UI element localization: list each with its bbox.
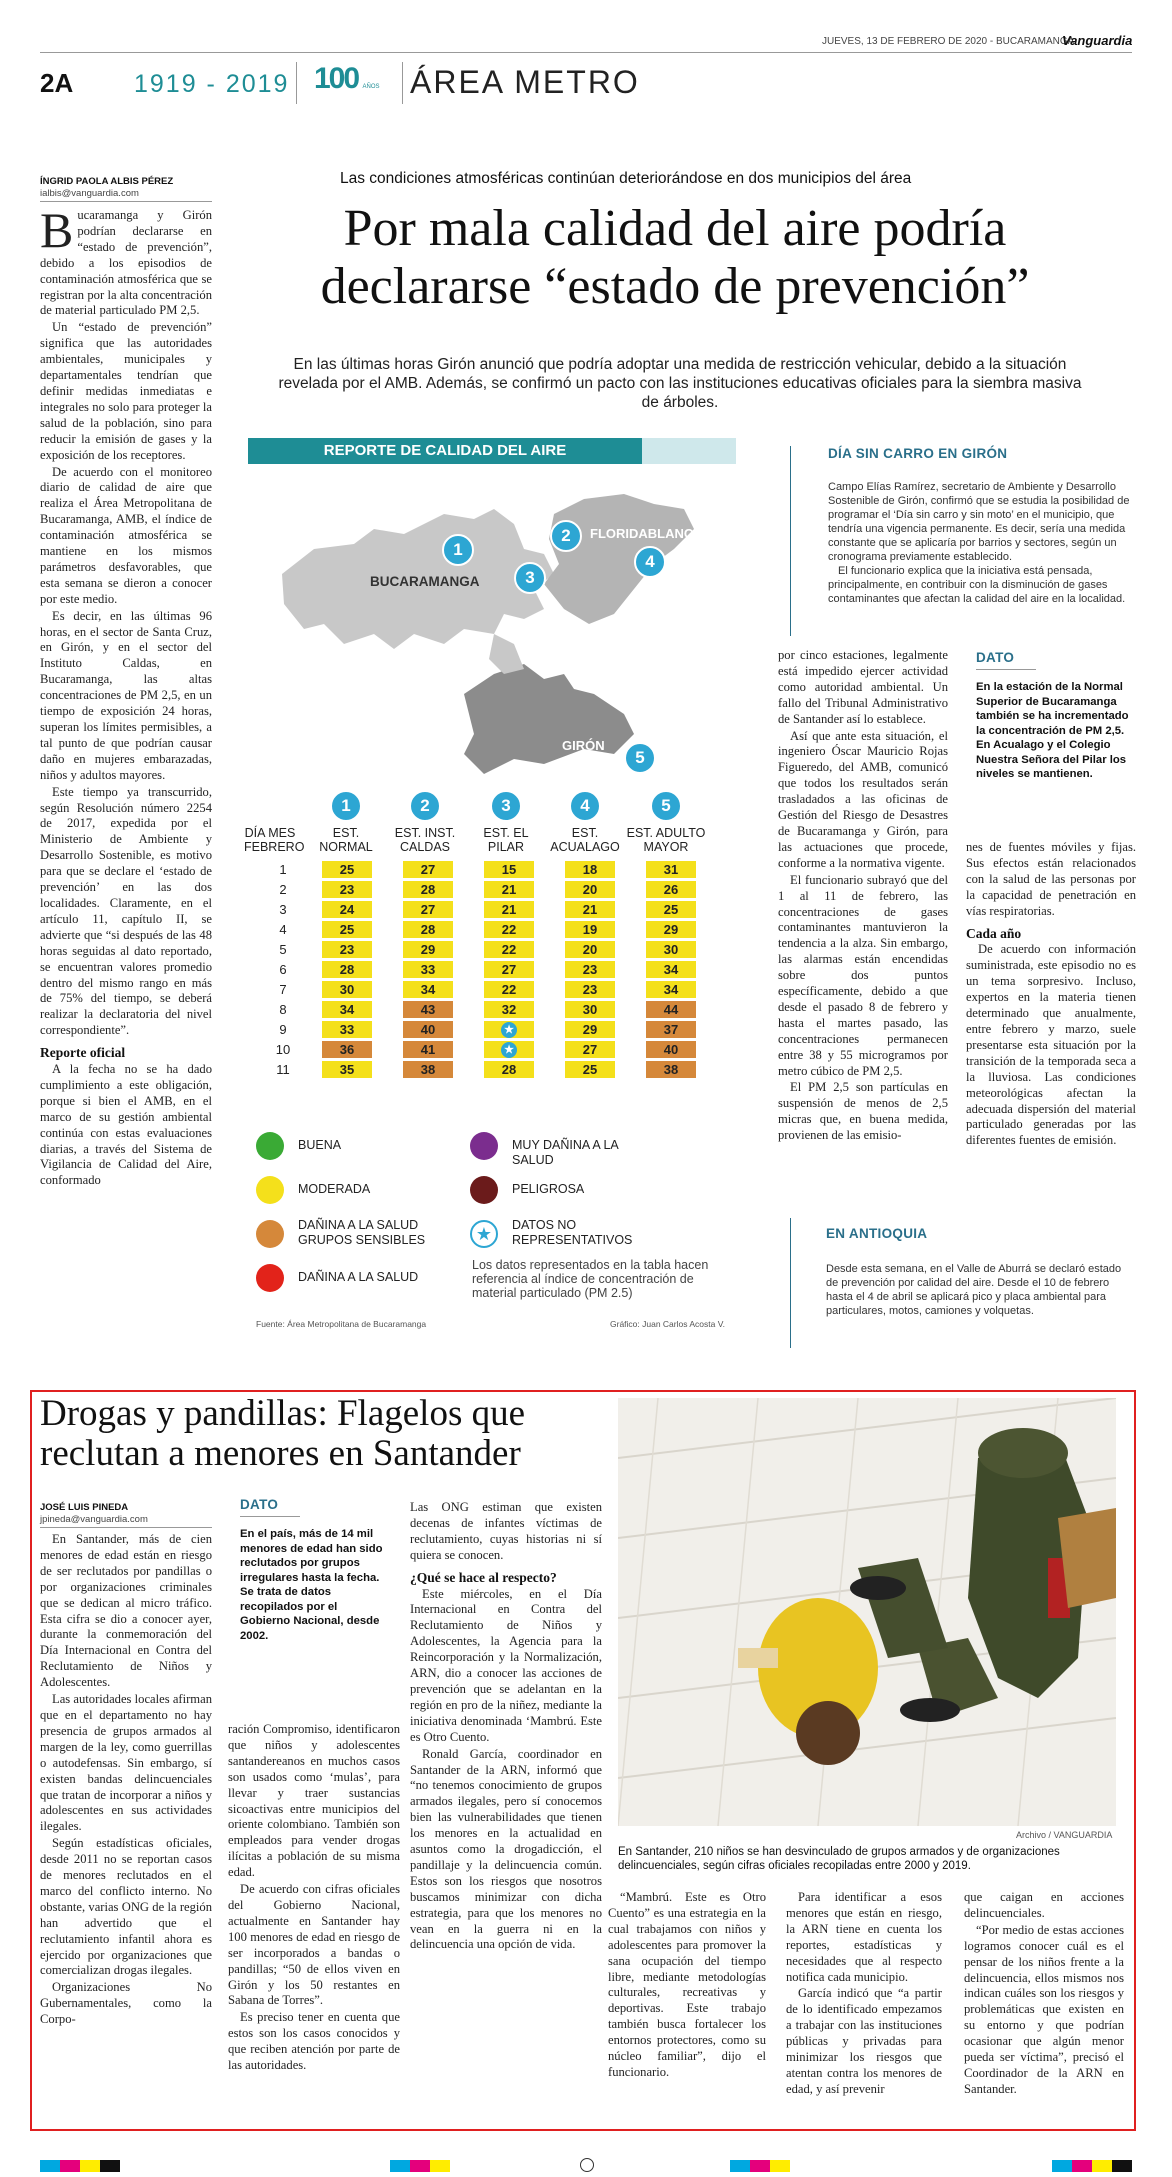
table-row [244, 981, 696, 998]
paragraph: nes de fuentes móviles y fijas. Sus efectos están relacionados con la salud de las personas por la capacidad de penetración en vías respiratorias. [966, 840, 1136, 918]
table-row [244, 1041, 696, 1058]
article-deck: En las últimas horas Girón anunció que podría adoptar una medida de restricción vehicular, debido a la situación revelada por el AMB. Además, se confirmó un pacto con las instituciones educativas oficiales para la siembra masiva de árboles. [278, 356, 1082, 411]
column-station-2: 2 [409, 790, 441, 822]
table-row [244, 941, 696, 958]
value-cell: 35 [322, 1061, 372, 1078]
column-label: EST. ACUALAGO [550, 826, 620, 854]
sidebar-bracket [790, 446, 801, 636]
color-swatch [730, 2160, 750, 2172]
gap-cell [615, 861, 646, 878]
map-station-3: 3 [514, 562, 546, 594]
star-icon: ★ [501, 1042, 517, 1058]
value-cell: 29 [403, 941, 453, 958]
legend-swatch [470, 1176, 498, 1204]
paragraph: “Mambrú. Este es Otro Cuento” es una estrategia en la cual trabajamos con niños y adolescentes para promover la sana ocupación del tiempo libre, mediante metodologías culturales, recreativas y deportivas. Este trabajo también busca fortalecer los entornos protectores, como su núcleo familiar”, dijo el funcionario. [608, 1890, 766, 2079]
paragraph: Ronald García, coordinador en Santander de la ARN, informó que “no tenemos conocimiento de grupos armados ilegales, pero sí conocemos bien las vulnerabilidades que tienen los menores en la actualidad en asuntos como la drogadicción, el pandillaje y la delincuencia común. Estos son los riesgos que nosotros buscamos minimizar con dicha estrategia, para que los menores no vean en la guerra ni en la delincuencia una opción de vida. [410, 1746, 602, 1952]
day-cell: 4 [279, 922, 287, 937]
table-row [244, 1021, 696, 1038]
author-name-2: JOSÉ LUIS PINEDA [40, 1502, 129, 1513]
value-cell: 33 [403, 961, 453, 978]
value-cell: 27 [484, 961, 534, 978]
dato-text: En el país, más de 14 mil menores de edad han sido reclutados por grupos irregulares hasta la fecha. Se trata de datos recopilados por el Gobierno Nacional, desde 2002. [240, 1528, 383, 1642]
value-cell: 23 [322, 881, 372, 898]
paragraph: por cinco estaciones, legalmente está impedido ejercer actividad como autoridad ambiental. Un fallo del Tribunal Administrativo de Santander así lo establece. [778, 648, 948, 726]
day-cell: 6 [279, 962, 287, 977]
gap-cell [453, 1001, 484, 1018]
gap-cell [534, 881, 565, 898]
gap-cell [372, 981, 403, 998]
value-cell: 38 [403, 1061, 453, 1078]
gap-cell [534, 981, 565, 998]
gap-cell [534, 861, 565, 878]
gap-cell [534, 901, 565, 918]
gap-cell [453, 1041, 484, 1058]
paragraph: Este miércoles, en el Día Internacional en Contra del Reclutamiento de Niños y Adolescentes, la Agencia para la Reincorporación y la Normalización, ARN, dio a conocer las acciones de prevención que se adelantan en la región en pro de la niñez, mediante la iniciativa denominada ‘Mambrú. Este es Otro Cuento. [410, 1586, 602, 1744]
map-label-giron: GIRÓN [562, 738, 605, 753]
value-cell: 28 [403, 881, 453, 898]
air-quality-graphic [244, 434, 736, 1334]
gap-cell [453, 881, 484, 898]
value-cell: 33 [322, 1021, 372, 1038]
day-cell: 8 [279, 1002, 287, 1017]
graphic-credit: Gráfico: Juan Carlos Acosta V. [610, 1319, 725, 1329]
dato-box-2 [240, 1497, 390, 1643]
map-station-1: 1 [442, 534, 474, 566]
article2-column-4 [608, 1890, 766, 2082]
table-row [244, 961, 696, 978]
value-cell: 26 [646, 881, 696, 898]
paragraph: Según estadísticas oficiales, desde 2011 no se reportan casos de menores reclutados en el marco del conflicto interno. No obstante, varias ONG de la región han advertido que el reclutamiento infantil ahora es ejercido por organizaciones que comercializan drogas ilegales. [40, 1836, 212, 1978]
gap-cell [372, 941, 403, 958]
paragraph: Organizaciones No Gubernamentales, como la Corpo- [40, 1980, 212, 2027]
value-cell: 21 [484, 901, 534, 918]
print-color-bar [40, 2160, 1132, 2172]
connector-area [489, 634, 524, 674]
legend-label: BUENA [298, 1138, 342, 1152]
subheading: Cada año [966, 925, 1022, 941]
color-swatch [1112, 2160, 1132, 2172]
legend-label: DAÑINA A LA SALUD [298, 1270, 419, 1284]
table-row [244, 1061, 696, 1078]
value-cell: 37 [646, 1021, 696, 1038]
value-cell: 18 [565, 861, 615, 878]
color-swatch [770, 2160, 790, 2172]
value-cell: 15 [484, 861, 534, 878]
gap-cell [372, 961, 403, 978]
value-cell: 27 [403, 901, 453, 918]
author-email-2: jpineda@vanguardia.com [40, 1514, 148, 1525]
value-cell: 23 [565, 981, 615, 998]
article2-column-5 [786, 1890, 942, 2099]
table-row [244, 881, 696, 898]
value-cell: 25 [322, 861, 372, 878]
paragraph: Es preciso tener en cuenta que estos son los casos conocidos y que reciben atención por parte de las autoridades. [228, 2010, 400, 2073]
value-cell: 23 [322, 941, 372, 958]
paragraph: que caigan en acciones delincuenciales. [964, 1890, 1124, 1920]
author-rule-2 [40, 1527, 212, 1528]
paragraph: ración Compromiso, identificaron que niños y adolescentes santandereanos en muchos casos son usados como ‘mulas’, para llevar y traer sustancias sicoactivas entre municipios del oriente colombiano. También son empleados para vender drogas ilícitas a población de su misma edad. [228, 1722, 400, 1880]
no-data-cell [484, 1021, 534, 1038]
day-cell: 3 [279, 902, 287, 917]
column-station-1: 1 [330, 790, 362, 822]
subheading: ¿Qué se hace al respecto? [410, 1569, 557, 1585]
header-divider [296, 62, 297, 104]
gap-cell [534, 1041, 565, 1058]
paragraph: De acuerdo con cifras oficiales del Gobierno Nacional, actualmente en Santander hay 100 menores de edad en riesgo de ser incorporados a bandas o pandillas; “50 de ellos viven en Girón y los 50 restantes en Sabana de Torres”. [228, 1882, 400, 2008]
value-cell: 41 [403, 1041, 453, 1058]
value-cell: 22 [484, 981, 534, 998]
dato-box-1 [976, 650, 1136, 782]
page-number: 2A [40, 68, 74, 98]
legend-swatch [256, 1176, 284, 1204]
paragraph: “Por medio de estas acciones logramos conocer cuál es el pensar de los niños frente a la delincuencia, ellos mismos nos indican cuáles son los riesgos y problemáticas que existen en su entorno y que podrían ocasionar que algún menor pueda ser víctima”, precisó el Coordinador de la ARN en Santander. [964, 1922, 1124, 2096]
color-swatch [60, 2160, 80, 2172]
gap-cell [615, 981, 646, 998]
column-station-4: 4 [569, 790, 601, 822]
gap-cell [534, 1001, 565, 1018]
value-cell: 21 [484, 881, 534, 898]
gap-cell [453, 921, 484, 938]
value-cell: 29 [646, 921, 696, 938]
dato-title: DATO [976, 650, 1036, 670]
legend-swatch [256, 1264, 284, 1292]
anniversary-logo [314, 62, 390, 102]
star-icon: ★ [470, 1220, 498, 1248]
paragraph: De acuerdo con información suministrada, este episodio no es un tema sorpresivo. Incluso, expertos en la materia tienen determinado que anualmente, entre febrero y marzo, suele presentarse esta situación por la transición de la temporada seca a la lluviosa. Las condiciones meteorológicas afectan la adecuada dispersión del material particulado generadas por las diferentes fuentes de emisión. [966, 942, 1136, 1148]
sidebar-text-dia-sin-carro [828, 480, 1134, 606]
gap-cell [453, 941, 484, 958]
article-headline [230, 200, 1120, 316]
photo-credit: Archivo / VANGUARDIA [1016, 1830, 1113, 1840]
gap-cell [372, 1041, 403, 1058]
gap-cell [534, 1061, 565, 1078]
color-swatch [390, 2160, 410, 2172]
map-station-5: 5 [624, 742, 656, 774]
article2-column-6 [964, 1890, 1124, 2099]
gap-cell [615, 961, 646, 978]
map-station-2: 2 [550, 520, 582, 552]
headline-line-1: Drogas y pandillas: Flagelos que [40, 1393, 526, 1434]
legend-swatch [256, 1132, 284, 1160]
header-rule [40, 52, 1132, 53]
article-kicker: Las condiciones atmosféricas continúan deteriorándose en dos municipios del área [340, 170, 912, 187]
gap-cell [615, 901, 646, 918]
sidebar-title-dia-sin-carro: DÍA SIN CARRO EN GIRÓN [828, 446, 1008, 461]
gap-cell [534, 941, 565, 958]
value-cell: 23 [565, 961, 615, 978]
day-cell: 9 [279, 1022, 287, 1037]
column-station-3: 3 [490, 790, 522, 822]
paragraph: De acuerdo con el monitoreo diario de calidad de aire que realiza el Área Metropolitana de Bucaramanga, AMB, el índice de contaminación atmosférica se mantiene en los mismos parámetros desfavorables, que esta semana se dieron a conocer por este medio. [40, 464, 212, 606]
article-photo [618, 1398, 1116, 1826]
day-cell: 11 [276, 1062, 290, 1077]
sidebar-paragraph: El funcionario explica que la iniciativa está pensada, principalmente, en contribuir con la disminución de gases contaminantes que afectan la calidad del aire en la localidad. [828, 565, 1126, 605]
value-cell: 29 [565, 1021, 615, 1038]
air-quality-table [244, 858, 696, 1081]
value-cell: 30 [565, 1001, 615, 1018]
value-cell: 22 [484, 941, 534, 958]
article2-column-2 [228, 1722, 400, 2075]
value-cell: 43 [403, 1001, 453, 1018]
value-cell: 25 [646, 901, 696, 918]
value-cell: 27 [403, 861, 453, 878]
value-cell: 30 [322, 981, 372, 998]
paragraph: Las autoridades locales afirman que en el departamento no hay presencia de grupos armados al margen de la ley, como guerrillas o autodefensas. Sin embargo, sí existen bandas delincuenciales que tratan de incorporar a niños y adolescentes en sus actividades ilegales. [40, 1692, 212, 1834]
author-email: ialbis@vanguardia.com [40, 188, 139, 199]
day-cell: 10 [275, 1042, 291, 1057]
gap-cell [615, 1021, 646, 1038]
value-cell: 40 [403, 1021, 453, 1038]
gap-cell [372, 1021, 403, 1038]
value-cell: 28 [484, 1061, 534, 1078]
author-name: ÍNGRID PAOLA ALBIS PÉREZ [40, 176, 174, 187]
years-label: 1919 - 2019 [134, 70, 290, 98]
article2-column-3 [410, 1500, 602, 1954]
value-cell: 25 [565, 1061, 615, 1078]
paragraph: A la fecha no se ha dado cumplimiento a este obligación, porque si bien el AMB, en el marco de su gestión ambiental continúa con estas evaluaciones diarias, a través del Sistema de Vigilancia de Calidad del Aire, conformado [40, 1062, 212, 1188]
day-cell: 7 [279, 982, 287, 997]
value-cell: 27 [565, 1041, 615, 1058]
column-label: EST. ADULTO MAYOR [626, 826, 706, 854]
value-cell: 30 [646, 941, 696, 958]
day-cell: 1 [279, 862, 287, 877]
article1-column-1 [40, 202, 212, 1190]
gap-cell [615, 1001, 646, 1018]
graphic-source: Fuente: Área Metropolitana de Bucaramanga [256, 1319, 427, 1329]
anniversary-number: 100 [314, 62, 359, 95]
gap-cell [372, 921, 403, 938]
column-label: EST. NORMAL [319, 826, 373, 854]
value-cell: 28 [322, 961, 372, 978]
graphic-title: REPORTE DE CALIDAD DEL AIRE [323, 442, 567, 459]
gap-cell [453, 981, 484, 998]
day-cell: 2 [279, 882, 287, 897]
gap-cell [372, 881, 403, 898]
value-cell: 38 [646, 1061, 696, 1078]
article2-headline [40, 1394, 620, 1474]
section-title: ÁREA METRO [410, 64, 640, 100]
headline-line-1: Por mala calidad del aire podría [343, 200, 1007, 257]
value-cell: 31 [646, 861, 696, 878]
column-label: EST. EL PILAR [483, 826, 529, 854]
color-swatch [410, 2160, 430, 2172]
headline-line-2: declararse “estado de prevención” [320, 258, 1030, 315]
map-station-4: 4 [634, 546, 666, 578]
legend-label: MUY DAÑINA A LA SALUD [512, 1138, 619, 1167]
legend-label: PELIGROSA [512, 1182, 585, 1196]
color-swatch [100, 2160, 120, 2172]
value-cell: 34 [646, 961, 696, 978]
value-cell: 22 [484, 921, 534, 938]
gap-cell [534, 961, 565, 978]
color-swatch [750, 2160, 770, 2172]
paragraph: En Santander, más de cien menores de edad están en riesgo de ser reclutados por pandillas o por organizaciones criminales que se dedican al micro tráfico. Esta cifra se dio a conocer ayer, durante la conmemoración del Día Internacional en Contra del Reclutamiento de Niños y Adolescentes. [40, 1532, 212, 1690]
sidebar-title-antioquia: EN ANTIOQUIA [826, 1226, 928, 1241]
gap-cell [615, 1041, 646, 1058]
article1-column-3 [966, 840, 1136, 1150]
sidebar-paragraph: Campo Elías Ramírez, secretario de Ambiente y Desarrollo Sostenible de Girón, confirmó que se estudia la posibilidad de programar el ‘Día sin carro y sin moto’ en el municipio, que tendría una vigencia permanente. Es decir, sería una medida constante que se aplicaría por barrios y sectores, según un cronograma previamente establecido. [828, 481, 1130, 563]
value-cell: 34 [646, 981, 696, 998]
value-cell: 19 [565, 921, 615, 938]
graphic-title-accent [642, 438, 736, 464]
value-cell: 21 [565, 901, 615, 918]
drop-cap: B [40, 202, 74, 258]
color-swatch [1092, 2160, 1112, 2172]
photo-caption: En Santander, 210 niños se han desvinculado de grupos armados y de organizaciones delincuenciales, según cifras oficiales recopiladas entre 2000 y 2019. [618, 1846, 1060, 1872]
value-cell: 34 [322, 1001, 372, 1018]
paragraph: Este tiempo ya transcurrido, según Resolución número 2254 de 2017, expedida por el Ministerio de Ambiente y Desarrollo Sostenible, es motivo para que se declare el ‘estado de prevención’ en las dos localidades. Claramente, en el artículo 11, capítulo II, se advierte que “si después de las 48 horas seguidas al dato reportado, se encuentran valores promedio dentro del mismo rango en más de 75% del tiempo, se deberá realizar la declaratoria del nivel correspondiente”. [40, 784, 212, 1038]
paragraph: El PM 2,5 son partículas en suspensión de menos de 2,5 micras que, en buena medida, provienen de las emisio- [778, 1080, 948, 1143]
color-swatch [1052, 2160, 1072, 2172]
color-swatch [430, 2160, 450, 2172]
registration-mark-icon [580, 2158, 594, 2172]
value-cell: 20 [565, 881, 615, 898]
paragraph: Así que ante esta situación, el ingeniero Óscar Mauricio Rojas Figueredo, del AMB, comunicó que todos los resultados serán trasladados a las oficinas de Gestión del Riesgo de Desastres de Bucaramanga y Girón, para las actuaciones que procede, conforme a la normativa vigente. [778, 728, 948, 870]
article1-column-2 [778, 648, 948, 1145]
dateline: JUEVES, 13 DE FEBRERO DE 2020 - BUCARAMANGA [822, 36, 1075, 47]
subheading: Reporte oficial [40, 1045, 126, 1061]
table-row [244, 901, 696, 918]
paragraph: Es decir, en las últimas 96 horas, en el sector de Santa Cruz, en Girón, y en el sector del Instituto Caldas, en Bucaramanga, las altas concentraciones de PM 2,5, en un tiempo de exposición 24 horas, superan los límites permisibles, a tal punto de que podrían causar daño en mujeres embarazadas, niños y adultos mayores. [40, 608, 212, 782]
table-row [244, 1001, 696, 1018]
color-swatch [1072, 2160, 1092, 2172]
sidebar-bracket-2 [790, 1218, 801, 1348]
anniversary-sub: AÑOS [362, 84, 380, 90]
gap-cell [534, 1021, 565, 1038]
photo-illustration [618, 1398, 1116, 1826]
article2-column-1 [40, 1532, 212, 2029]
gap-cell [372, 1001, 403, 1018]
gap-cell [615, 941, 646, 958]
legend-label: DAÑINA A LA SALUD GRUPOS SENSIBLES [298, 1218, 426, 1247]
gap-cell [615, 881, 646, 898]
value-cell: 40 [646, 1041, 696, 1058]
gap-cell [534, 921, 565, 938]
day-cell: 5 [279, 942, 287, 957]
paragraph: El funcionario subrayó que del 1 al 11 de febrero, las concentraciones de gases contaminantes mantuvieron la tendencia a la alza. Sin embargo, las alarmas están encendidas sobre dos puntos específicamente, debido a que desde el pasado 8 de febrero y hasta el martes pasado, las concentraciones permanecen entre 38 y 55 microgramos por metro cúbico de PM 2,5. [778, 872, 948, 1078]
value-cell: 36 [322, 1041, 372, 1058]
map-label-bucaramanga: BUCARAMANGA [370, 574, 480, 589]
legend-swatch [256, 1220, 284, 1248]
gap-cell [453, 901, 484, 918]
gap-cell [615, 1061, 646, 1078]
dato-text: En la estación de la Normal Superior de Bucaramanga también se ha incrementado la concentración de PM 2,5. En Acualago y el Colegio Nuestra Señora del Pilar los niveles se mantienen. [976, 681, 1129, 780]
column-label: EST. INST. CALDAS [394, 826, 456, 854]
headline-line-2: reclutan a menores en Santander [40, 1433, 521, 1474]
value-cell: 20 [565, 941, 615, 958]
gap-cell [615, 921, 646, 938]
star-icon: ★ [501, 1022, 517, 1038]
brand-logo: Vanguardia [1062, 33, 1133, 48]
paragraph: Para identificar a esos menores que están en riesgo, la ARN tiene en cuenta los reportes, estadísticas y necesidades que al respecto notifica cada municipio. [786, 1890, 942, 1984]
gap-cell [453, 861, 484, 878]
legend-label: DATOS NO REPRESENTATIVOS [512, 1218, 633, 1247]
row-header: DÍA MES FEBRERO [244, 826, 305, 854]
dato-title: DATO [240, 1497, 300, 1517]
value-cell: 28 [403, 921, 453, 938]
paragraph: Las ONG estiman que existen decenas de infantes víctimas de reclutamiento, cuyas historias ni sí quiera se conocen. [410, 1500, 602, 1562]
paragraph: Bucaramanga y Girón podrían declararse en “estado de prevención”, debido a los episodios de contaminación atmosférica que se registran por la alta concentración de material particulado PM 2,5. [40, 202, 212, 318]
legend-swatch [470, 1132, 498, 1160]
color-swatch [80, 2160, 100, 2172]
sidebar-text-antioquia: Desde esta semana, en el Valle de Aburrá se declaró estado de prevención por calidad del aire. Desde el 10 de febrero hasta el 4 de abril se aplicará pico y placa ambiental para particulares, motos, camiones y volquetas. [826, 1263, 1122, 1317]
gap-cell [372, 861, 403, 878]
gap-cell [453, 1021, 484, 1038]
paragraph: Un “estado de prevención” significa que las autoridades ambientales, municipales y departamentales tendrían que definir medidas inmediatas e integrales no solo para proteger la salud de la población, sino para reducir la emisión de gases y la exposición de los receptores. [40, 320, 212, 462]
gap-cell [453, 961, 484, 978]
gap-cell [453, 1061, 484, 1078]
column-station-5: 5 [650, 790, 682, 822]
map-label-floridablanca: FLORIDABLANCA [590, 526, 703, 541]
table-row [244, 861, 696, 878]
value-cell: 24 [322, 901, 372, 918]
value-cell: 32 [484, 1001, 534, 1018]
value-cell: 44 [646, 1001, 696, 1018]
color-swatch [40, 2160, 60, 2172]
value-cell: 34 [403, 981, 453, 998]
graphic-note: Los datos representados en la tabla hacen referencia al índice de concentración de material particulado (PM 2.5) [472, 1258, 709, 1300]
legend-label: MODERADA [298, 1182, 371, 1196]
value-cell: 25 [322, 921, 372, 938]
paragraph: García indicó que “a partir de lo identificado empezamos a trabajar con las instituciones públicas y privadas para minimizar los riesgos que atentan contra los menores de edad, y así prevenir [786, 1986, 942, 2096]
no-data-cell [484, 1041, 534, 1058]
table-row [244, 921, 696, 938]
header-divider-2 [402, 62, 403, 104]
gap-cell [372, 1061, 403, 1078]
gap-cell [372, 901, 403, 918]
giron-area [464, 664, 634, 774]
floridablanca-area [544, 494, 694, 624]
